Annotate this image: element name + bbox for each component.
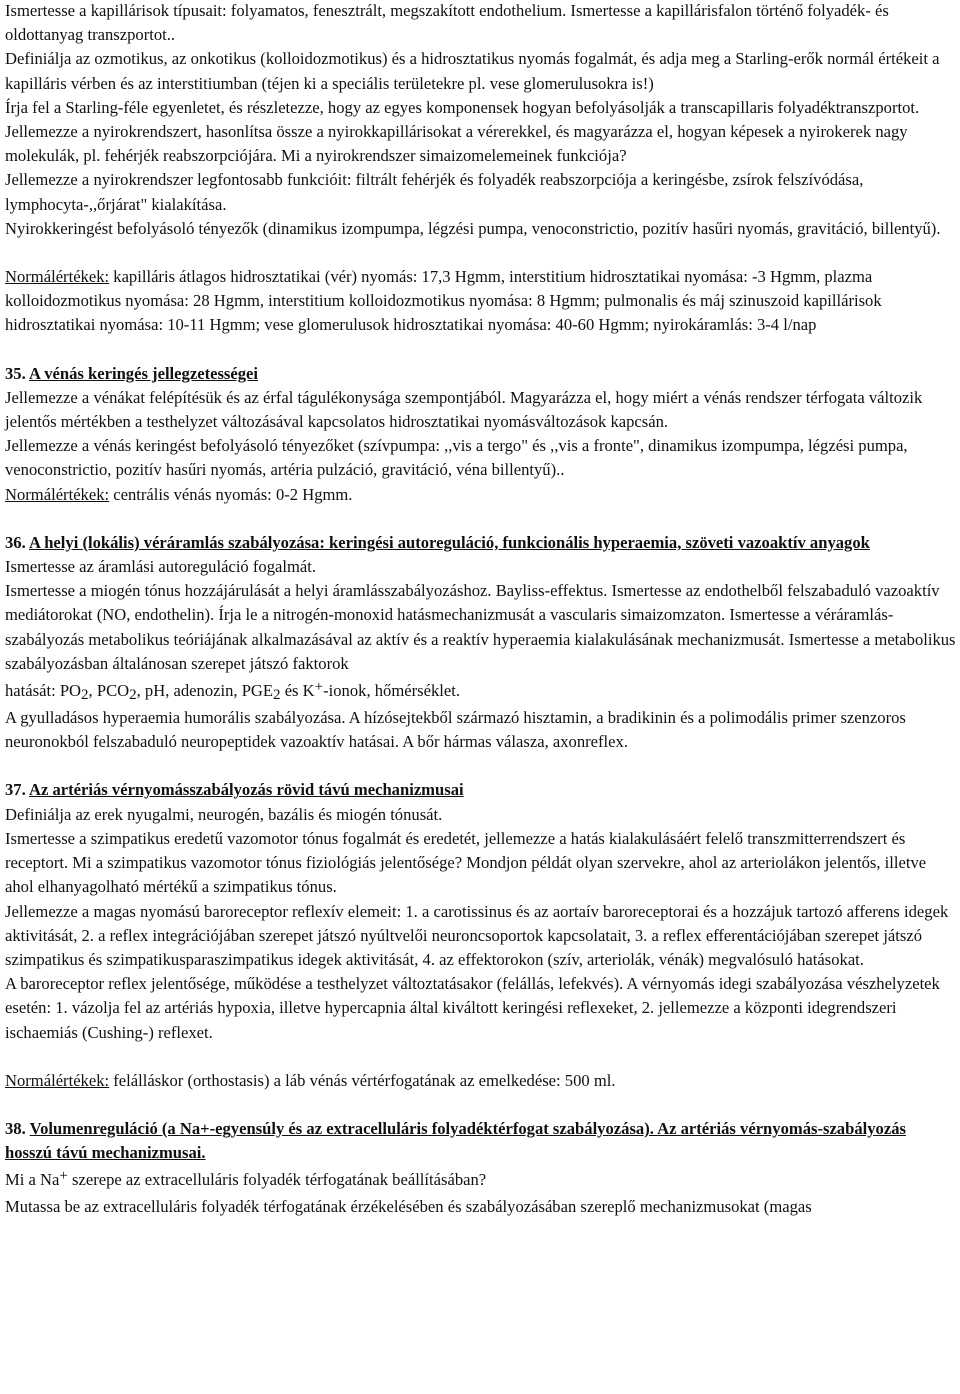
section-35-heading [5, 362, 956, 386]
section-37-paragraph-baroreceptor: Jellemezze a magas nyomású baroreceptor reflexív elemeit: 1. a carotissinus és az aortaív baroreceptorai és a hozzájuk tartozó afferens idegek aktivitását, 2. a reflex integrációjában szerepet játszó nyúltvelői neuroncsoportok kapcsolatait, 3. a reflex efferentációjában szerepet játszó szimpatikus és szimpatikusparaszimpatikus idegek aktivitását, 4. az effektorokon (szív, arteriolák, vénák) megvalósuló hatásokat. [5, 901, 949, 969]
section-35-paragraph-veins: Jellemezze a vénákat felépítésük és az érfal tágulékonysága szempontjából. Magyarázza el, hogy miért a vénás rendszer térfogata változik jelentős mértékben a testhelyzet változásával kapcsolatos hidrosztatikai nyomásváltozások kapcsán. [5, 387, 923, 432]
section-37-paragraph-tone: Definiálja az erek nyugalmi, neurogén, bazális és miogén tónusát. [5, 804, 443, 824]
intro-paragraph-capillaries: Ismertesse a kapillárisok típusait: folyamatos, fenesztrált, megszakított endothelium. Ismertesse a kapillárisfalon történő folyadék- és oldottanyag transzportot.. [5, 1, 889, 45]
section-36-paragraph-factors [5, 676, 956, 706]
section-36-number: 36. [5, 532, 26, 552]
text-run: hatását: PO [5, 681, 82, 701]
text-run: Mi a Na [5, 1170, 60, 1190]
section-37-normal-values [5, 1069, 956, 1093]
normal-values-text: kapilláris átlagos hidrosztatikai (vér) nyomás: 17,3 Hgmm, interstitium hidrosztatikai nyomása: -3 Hgmm, plazma kolloidozmotikus nyomása: 28 Hgmm, interstitium kolloidozmotikus nyomása: 8 Hgmm; pulmonalis és máj szinuszoid kapillárisok hidrosztatikai nyomása: 10-11 Hgmm; vese glomerulusok hidrosztatikai nyomása: 40-60 Hgmm; nyirokáramlás: 3-4 l/nap [5, 267, 882, 335]
normal-values-label: Normálértékek: [5, 267, 110, 287]
normal-values-text: centrális vénás nyomás: 0-2 Hgmm. [109, 484, 353, 504]
superscript: + [59, 1168, 68, 1185]
section-37-title: Az artériás vérnyomásszabályozás rövid távú mechanizmusai [28, 780, 464, 800]
intro-paragraph-starling-equation: Írja fel a Starling-féle egyenletet, és részletezze, hogy az egyes komponensek hogyan befolyásolják a transcapillaris folyadéktranszportot. [5, 97, 920, 117]
section-35-normal-values [5, 483, 956, 507]
superscript: + [314, 679, 324, 696]
section-37-number: 37. [5, 780, 26, 800]
intro-paragraph-lymph-factors: Nyirokkeringést befolyásoló tényezők (dinamikus izompumpa, légzési pumpa, venoconstrictio, pozitív hasűri nyomás, gravitáció, billentyű). [5, 218, 941, 238]
section-37-paragraph-sympathetic: Ismertesse a szimpatikus eredetű vazomotor tónus fogalmát és eredetét, jellemezze a hatás kialakulásáért felelő transzmitterrendszert és receptort. Mi a szimpatikus vazomotor tónus fiziológiás jelentősége? Mondjon példát olyan szervekre, ahol az arteriolákon jelentős, illetve ahol elhanyagolható mértékű a szimpatikus tónus. [5, 828, 927, 897]
text-run: -ionok, hőmérséklet. [323, 681, 460, 701]
section-36-title: A helyi (lokális) véráramlás szabályozása: keringési autoreguláció, funkcionális hyperaemia, szöveti vazoaktív anyagok [28, 532, 870, 552]
section-37-paragraph-reflexes: A baroreceptor reflex jelentősége, működése a testhelyzet változtatásakor (felállás, lefekvés). A vérnyomás idegi szabályozása vészhelyzetek esetén: 1. vázolja fel az artériás hypoxia, illetve hypercapnia által kiváltott keringési reflexeket, 2. jellemezze a központi idegrendszeri ischaemiás (Cushing-) reflexet. [5, 974, 940, 1042]
intro-normal-values [5, 265, 956, 338]
text-run: , pH, adenozin, PGE [136, 681, 274, 701]
subscript: 2 [129, 687, 137, 704]
normal-values-label: Normálértékek: [5, 1070, 110, 1090]
section-35-paragraph-factors: Jellemezze a vénás keringést befolyásoló tényezőket (szívpumpa: ,,vis a tergo" és ,,vis a fronte", dinamikus izompumpa, légzési pumpa, venoconstrictio, pozitív hasűri nyomás, artéria pulzáció, gravitáció, véna billentyű).. [5, 436, 908, 480]
intro-paragraph-lymph-functions: Jellemezze a nyirokrendszer legfontosabb funkcióit: filtrált fehérjék és folyadék reabszorpciója a keringésbe, zsírok felszívódása, lymphocyta-,,őrjárat" kialakítása. [5, 170, 864, 214]
section-37-heading [5, 778, 956, 802]
section-36-heading [5, 531, 956, 555]
subscript: 2 [273, 687, 281, 704]
section-38-paragraph-sodium [5, 1165, 956, 1195]
text-run: szerepe az extracelluláris folyadék térfogatának beállításában? [67, 1170, 487, 1190]
intro-paragraph-lymph-system: Jellemezze a nyirokrendszert, hasonlítsa össze a nyirokkapillárisokat a vérerekkel, és magyarázza el, hogyan képesek a nyirokerek nagy molekulák, pl. fehérjék reabszorpciójára. Mi a nyirokrendszer simaizomelemeinek funkciója? [5, 122, 908, 166]
section-35-number: 35. [5, 363, 26, 383]
section-36-paragraph-myogenic: Ismertesse a miogén tónus hozzájárulását a helyi áramlásszabályozáshoz. Bayliss-effektus. Ismertesse az endothelből felszabaduló vazoaktív mediátorokat (NO, endothelin). Írja le a nitrogén-monoxid hatásmechanizmusát a vascularis simaizomzaton. Ismertesse a véráramlás-szabályozás metabolikus teóriájának alkalmazásával az aktív és a reaktív hyperaemia kialakulásának mechanizmusát. Ismertesse a metabolikus szabályozásban általánosan szerepet játszó faktorok [5, 581, 956, 673]
section-36-paragraph-autoregulation: Ismertesse az áramlási autoreguláció fogalmát. [5, 557, 316, 577]
section-35-title: A vénás keringés jellegzetességei [28, 363, 259, 383]
subscript: 2 [81, 687, 89, 704]
text-run: és K [280, 681, 315, 701]
section-38-title: Volumenreguláció (a Na+-egyensúly és az extracelluláris folyadéktérfogat szabályozása). Az artériás vérnyomás-szabályozás hosszú távú mechanizmusai. [5, 1118, 906, 1163]
section-38-heading [5, 1117, 956, 1165]
text-run: , PCO [88, 681, 130, 701]
normal-values-label: Normálértékek: [5, 484, 110, 504]
intro-paragraph-starling-forces: Definiálja az ozmotikus, az onkotikus (kolloidozmotikus) és a hidrosztatikus nyomás fogalmát, és adja meg a Starling-erők normál értékeit a kapilláris vérben és az interstitiumban (téjen ki a speciális területekre pl. vese glomerulusokra is!) [5, 49, 940, 93]
section-36-paragraph-inflammation: A gyulladásos hyperaemia humorális szabályozása. A hízósejtekből származó hisztamin, a bradikinin és a polimodális primer szenzoros neuronokból felszabaduló neuropeptidek vazoaktív hatásai. A bőr hármas válasza, axonreflex. [5, 708, 906, 752]
section-38-paragraph-mechanisms: Mutassa be az extracelluláris folyadék térfogatának érzékelésében és szabályozásában szereplő mechanizmusokat (magas [5, 1197, 812, 1217]
section-38-number: 38. [5, 1118, 26, 1138]
normal-values-text: felálláskor (orthostasis) a láb vénás vértérfogatának az emelkedése: 500 ml. [109, 1070, 616, 1090]
